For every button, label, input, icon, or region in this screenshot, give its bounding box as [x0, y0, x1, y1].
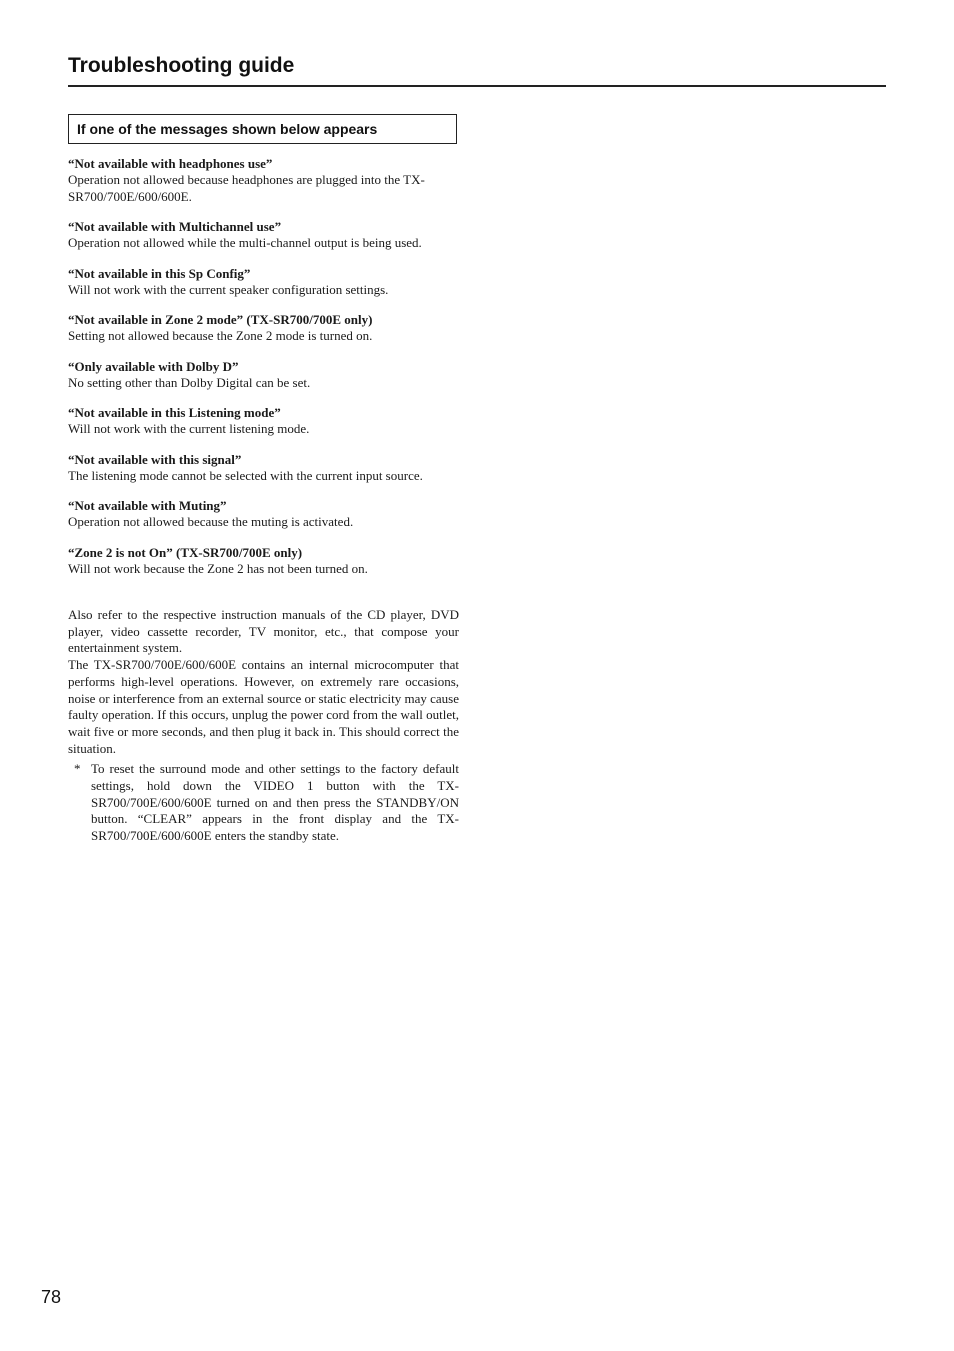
title-rule: [68, 85, 886, 87]
message-description: Operation not allowed because the muting is activated.: [68, 514, 354, 529]
page-number: 78: [41, 1287, 62, 1307]
message-item: [68, 311, 459, 345]
notes-section: [68, 607, 459, 845]
asterisk-marker: *: [74, 761, 81, 777]
message-item: [68, 155, 459, 205]
message-item: [68, 544, 459, 578]
section-heading-box: [68, 114, 457, 144]
message-description: No setting other than Dolby Digital can be set.: [68, 374, 311, 390]
message-item: [68, 358, 459, 392]
message-title: “Not available with headphones use”: [68, 156, 273, 171]
message-item: [68, 451, 459, 485]
message-description: The listening mode cannot be selected with the current input source.: [68, 467, 423, 483]
message-title: “Only available with Dolby D”: [68, 358, 239, 374]
message-item: [68, 497, 459, 531]
message-description: Will not work with the current listening mode.: [68, 421, 310, 436]
instruction-manuals-note: Also refer to the respective instruction manuals of the CD player, DVD player, video cassette recorder, TV monitor, etc., that compose your entertainment system.: [68, 607, 459, 656]
message-title: “Not available with Multichannel use”: [68, 219, 282, 234]
reset-note: [68, 761, 459, 845]
reset-note-text: To reset the surround mode and other settings to the factory default settings, hold down the VIDEO 1 button with the TX-SR700/700E/600/600E turned on and then press the STANDBY/ON button. “CLEAR” appears in the front display and the TX-SR700/700E/600/600E enters the standby state.: [91, 761, 459, 844]
message-description: Will not work because the Zone 2 has not been turned on.: [68, 560, 368, 576]
message-description: Operation not allowed while the multi-channel output is being used.: [68, 235, 422, 250]
message-item: [68, 218, 459, 252]
section-heading: If one of the messages shown below appears: [77, 121, 378, 137]
message-description: Setting not allowed because the Zone 2 mode is turned on.: [68, 328, 373, 343]
message-item: [68, 265, 459, 299]
message-title: “Zone 2 is not On” (TX-SR700/700E only): [68, 544, 303, 560]
message-description: Will not work with the current speaker configuration settings.: [68, 281, 389, 297]
message-title: “Not available in this Sp Config”: [68, 265, 251, 281]
message-title: “Not available with this signal”: [68, 451, 242, 467]
message-description: Operation not allowed because headphones are plugged into the TX-SR700/700E/600/600E.: [68, 172, 425, 204]
message-title: “Not available in this Listening mode”: [68, 405, 281, 420]
message-item: [68, 404, 459, 438]
microcomputer-note: The TX-SR700/700E/600/600E contains an internal microcomputer that performs high-level operations. However, on extremely rare occasions, noise or interference from an external source or static electricity may cause faulty operation. If this occurs, unplug the power cord from the wall outlet, wait five or more seconds, and then plug it back in. This should correct the situation.: [68, 657, 459, 756]
message-title: “Not available with Muting”: [68, 498, 227, 513]
page-title: Troubleshooting guide: [68, 54, 295, 77]
message-list: [68, 155, 459, 590]
message-title: “Not available in Zone 2 mode” (TX-SR700/700E only): [68, 312, 373, 327]
